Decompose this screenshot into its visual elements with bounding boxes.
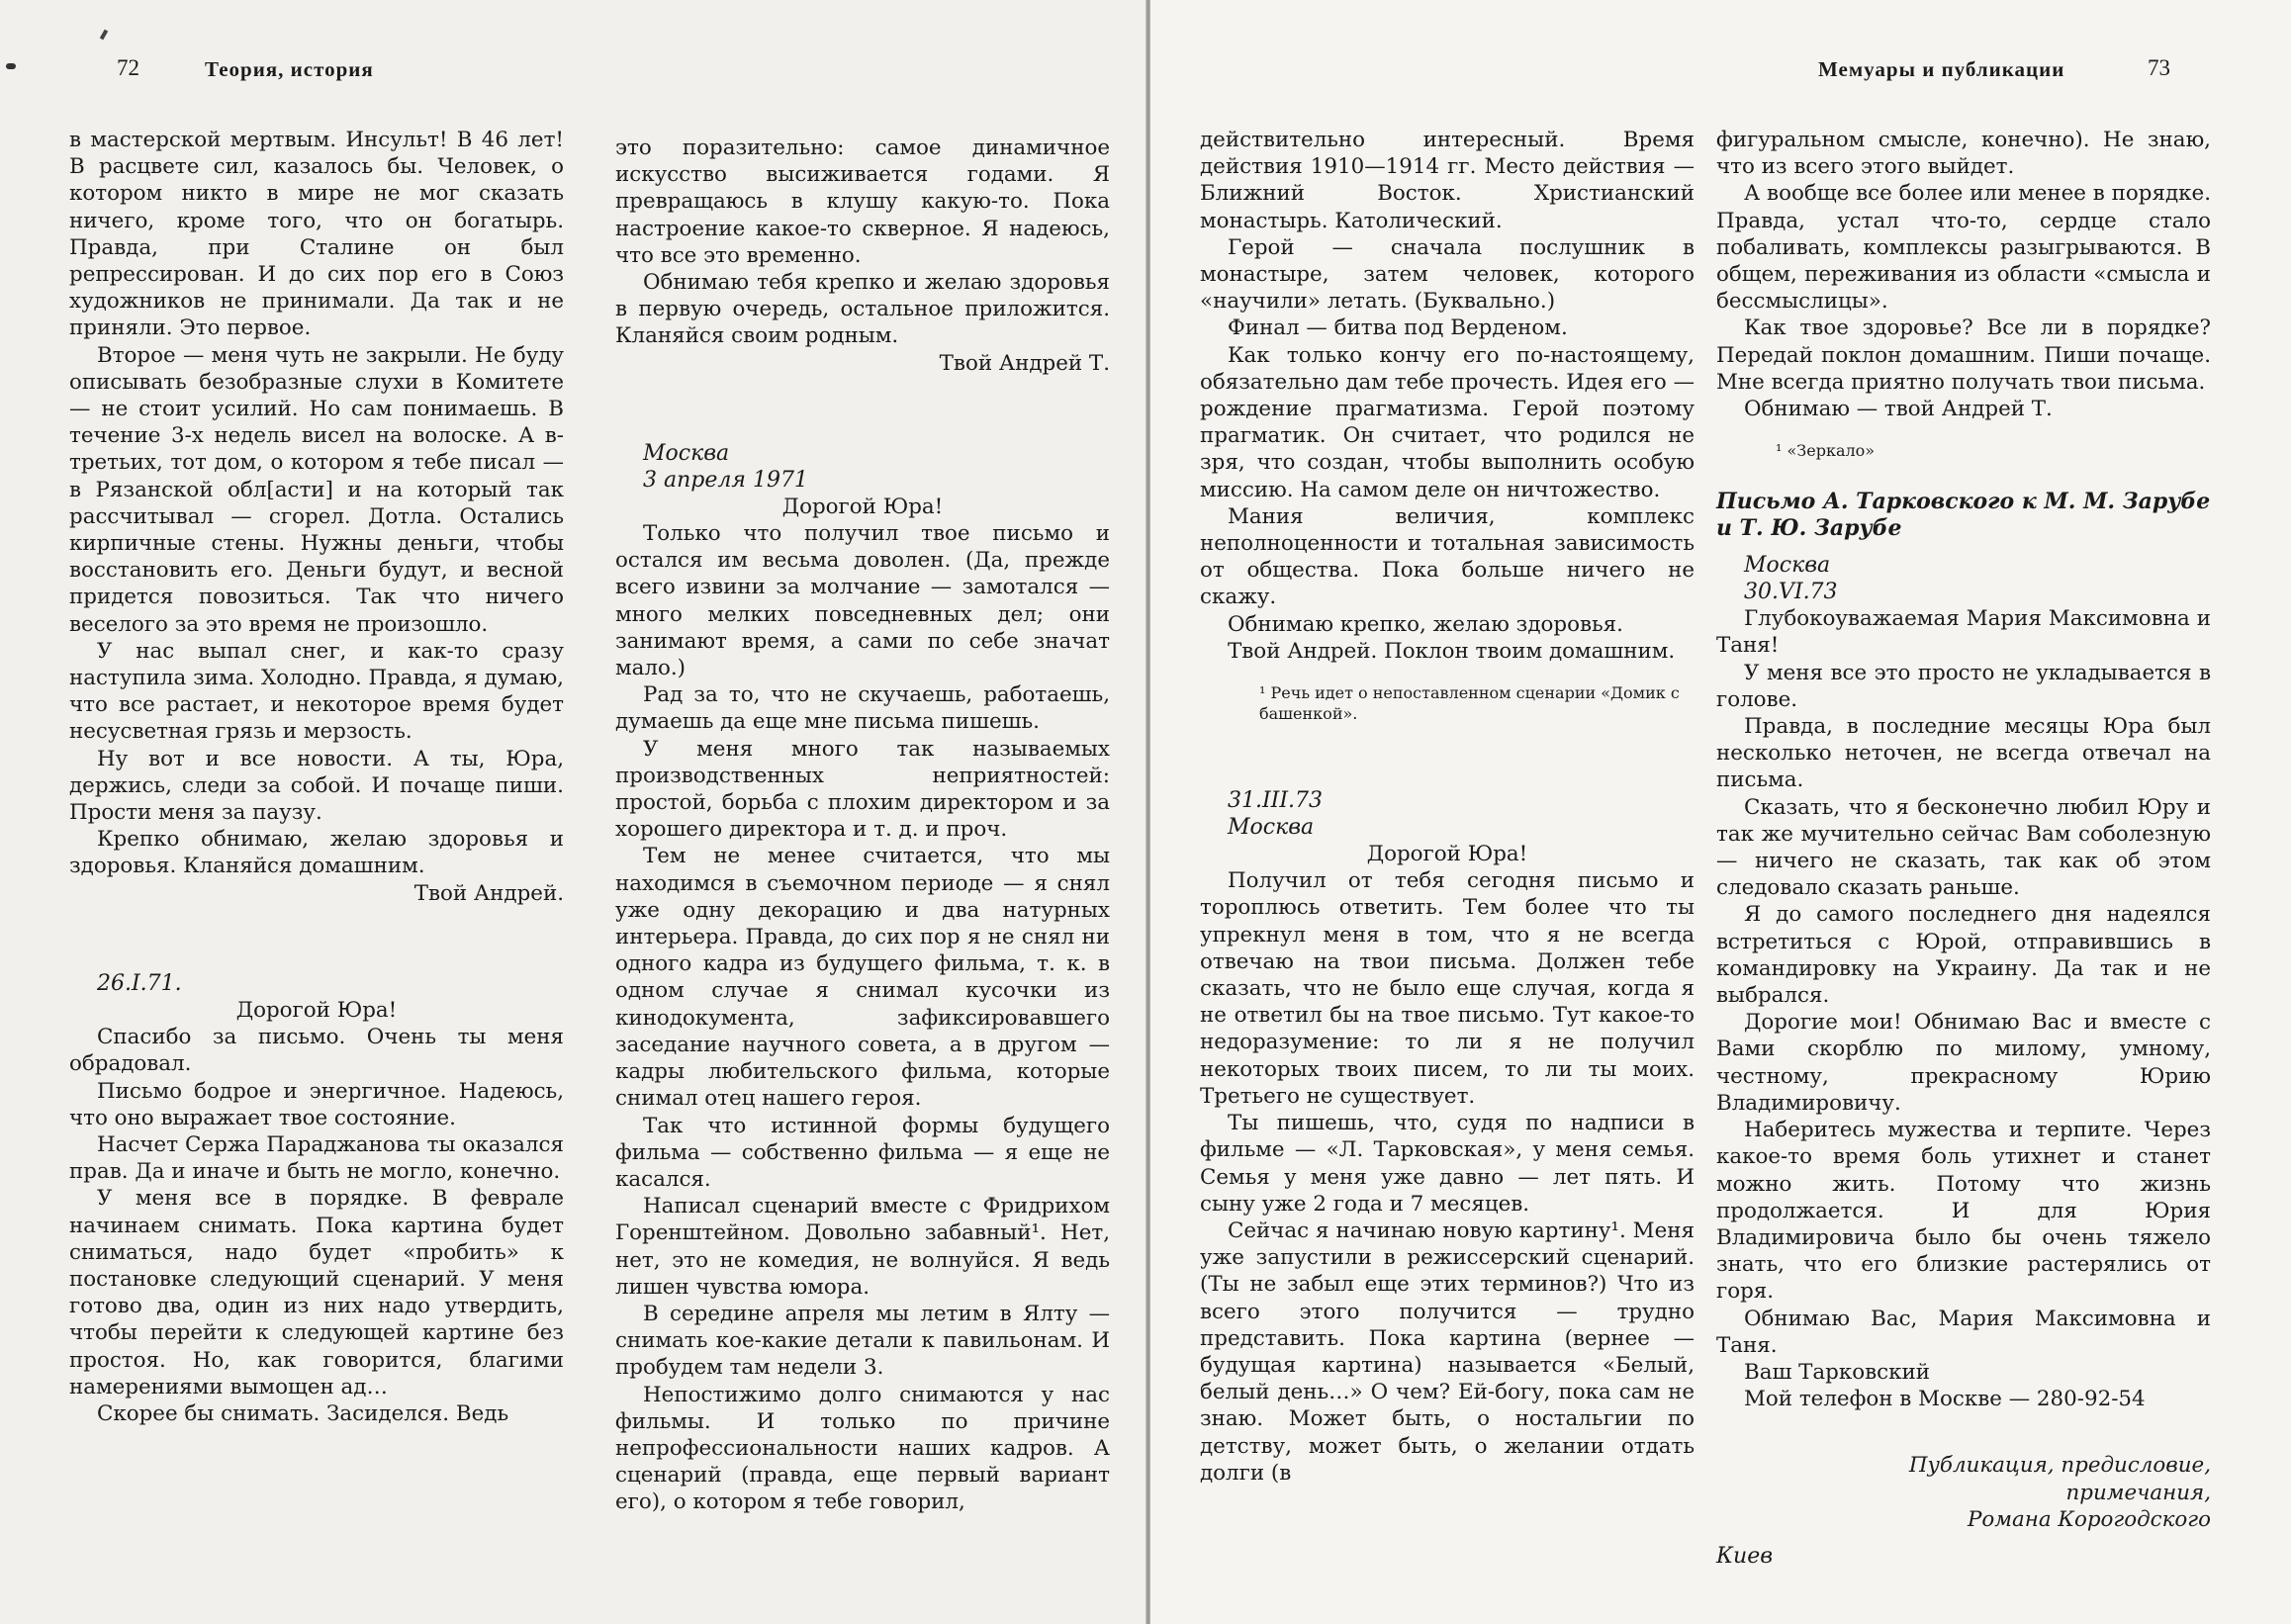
paragraph: Рад за то, что не скучаешь, работаешь, думаешь да еще мне письма пишешь. xyxy=(615,682,1110,735)
scan-mark xyxy=(6,63,16,69)
paragraph: Герой — сначала послушник в монастыре, затем человек, которого «научили» летать. (Буквально.) xyxy=(1200,234,1695,315)
paragraph: Сейчас я начинаю новую картину¹. Меня уже запустили в режиссерский сценарий. (Ты не забыл еще этих терминов?) Что из всего этого получится — трудно представить. Пока картина (вернее — будущая картина) называется «Белый, белый день…» О чем? Ей-богу, пока сам не знаю. Может быть, о ностальгии по детству, может быть, о желании отдать долги (в xyxy=(1200,1218,1695,1486)
paragraph: У нас выпал снег, и как-то сразу наступила зима. Холодно. Правда, я думаю, что все растает, и некоторое время будет несусветная грязь и мерзость. xyxy=(69,638,564,745)
paragraph: Только что получил твое письмо и остался им весьма доволен. (Да, прежде всего извини за молчание — замотался — много мелких повседневных дел; они занимают время, а сами по себе значат мало.) xyxy=(615,521,1110,681)
paragraph: Финал — битва под Верденом. xyxy=(1228,316,1568,341)
paragraph: У меня все в порядке. В феврале начинаем снимать. Пока картина будет сниматься, надо будет «пробить» к постановке следующий сценарий. У меня готово два, один из них надо утвердить, чтобы перейти к следующей картине без простоя. Но, как говорится, благими намерениями вымощен ад… xyxy=(69,1186,564,1399)
letter-city: Москва xyxy=(1228,815,1315,841)
paragraph: У меня все это просто не укладывается в голове. xyxy=(1716,660,2211,712)
footnote: ¹ «Зеркало» xyxy=(1776,441,1876,461)
paragraph: Ты пишешь, что, судя по надписи в фильме — «Л. Тарковская», у меня семья. Семья у меня уже давно — лет пять. И сыну уже 2 года и 7 месяцев. xyxy=(1200,1111,1695,1217)
page-number: 73 xyxy=(2148,55,2170,80)
paragraph: Как твое здоровье? Все ли в порядке? Передай поклон домашним. Пиши почаще. Мне всегда приятно получать твои письма. xyxy=(1716,316,2211,395)
paragraph: Второе — меня чуть не закрыли. Не буду описывать безобразные слухи в Комитете — не стоит усилий. Но сам понимаешь. В течение 3-х недель висел на волоске. А в-третьих, тот дом, о котором я тебе писал — в Рязанской обл[асти] и на который так рассчитывал — сгорел. Дотла. Остались кирпичные стены. Нужны деньги, чтобы восстановить его. Деньги будут, и весной придется повозиться. Так что ничего веселого за это время не произошло. xyxy=(69,342,564,637)
text-column-1 xyxy=(69,127,564,1427)
paragraph: действительно интересный. Время действия 1910—1914 гг. Место действия — Ближний Восток. Христианский монастырь. Католический. xyxy=(1200,128,1695,233)
footnote: ¹ Речь идет о непоставленном сценарии «Домик с башенкой». xyxy=(1259,683,1680,724)
paragraph: в мастерской мертвым. Инсульт! В 46 лет! В расцвете сил, казалось бы. Человек, о котором никто в мире не мог сказать ничего, кроме того, что он богатырь. Правда, при Сталине он был репрессирован. И до сих пор его в Союз художников не принимали. Да так и не приняли. Это первое. xyxy=(69,128,564,341)
paragraph: Как только кончу его по-настоящему, обязательно дам тебе прочесть. Идея его — рождение прагматизма. Герой поэтому прагматик. Он считает, что родился не зря, что создан, чтобы выполнить особую миссию. На самом деле он ничтожество. xyxy=(1200,342,1695,502)
paragraph: Твой Андрей. Поклон твоим домашним. xyxy=(1228,638,1676,664)
letter-city: Москва xyxy=(643,440,730,466)
letter-date: 26.I.71. xyxy=(97,970,182,996)
paragraph: Ну вот и все новости. А ты, Юра, держись, следи за собой. И почаще пиши. Прости меня за паузу. xyxy=(69,746,564,826)
paragraph: Письмо бодрое и энергичное. Надеюсь, что оно выражает твое состояние. xyxy=(69,1078,564,1130)
section-heading: Письмо А. Тарковского к М. М. Зарубе и Т. Ю. Зарубе xyxy=(1716,489,2211,542)
paragraph: У меня много так называемых производственных неприятностей: простой, борьба с плохим директором и за хорошего директора и т. д. и проч. xyxy=(615,736,1110,843)
paragraph: Обнимаю — твой Андрей Т. xyxy=(1744,397,2053,422)
publication-city: Киев xyxy=(1716,1543,1774,1569)
paragraph: Дорогие мои! Обнимаю Вас и вместе с Вами скорблю по милому, умному, честному, прекрасному Юрию Владимировичу. xyxy=(1716,1010,2211,1116)
paragraph: Спасибо за письмо. Очень ты меня обрадовал. xyxy=(69,1025,564,1077)
text-column-4 xyxy=(1716,127,2211,1570)
paragraph: это поразительно: самое динамичное искусство высиживается годами. Я превращаюсь в клушу какую-то. Пока настроение какое-то скверное. Я надеюсь, что все это временно. xyxy=(615,135,1110,268)
letter-date: 3 апреля 1971 xyxy=(643,467,808,493)
paragraph: Глубокоуважаемая Мария Максимовна и Таня! xyxy=(1716,606,2211,659)
paragraph: Обнимаю Вас, Мария Максимовна и Таня. xyxy=(1716,1306,2211,1358)
paragraph: Обнимаю крепко, желаю здоровья. xyxy=(1228,611,1623,637)
right-page xyxy=(1150,0,2291,1624)
greeting: Дорогой Юра! xyxy=(781,494,944,519)
greeting: Дорогой Юра! xyxy=(1366,842,1528,867)
signature: Твой Андрей Т. xyxy=(939,350,1110,376)
letter-city: Москва xyxy=(1744,553,1831,579)
scan-mark xyxy=(100,30,108,41)
running-head: Мемуары и публикации xyxy=(1818,57,2065,81)
paragraph: А вообще все более или менее в порядке. Правда, устал что-то, сердце стало побаливать, комплексы разыгрываются. В общем, переживания из области «смысла и бессмыслицы». xyxy=(1716,181,2211,315)
page-number: 72 xyxy=(117,55,139,80)
publication-credit: Публикация, предисловие, xyxy=(1908,1453,2211,1479)
letter-date: 30.VI.73 xyxy=(1744,580,1838,605)
paragraph: фигуральном смысле, конечно). Не знаю, что из всего этого выйдет. xyxy=(1716,128,2211,180)
paragraph: Непостижимо долго снимаются у нас фильмы. И только по причине непрофессиональности наших кадров. А сценарий (правда, еще первый вариант его), о котором я тебе говорил, xyxy=(615,1382,1110,1515)
paragraph: В середине апреля мы летим в Ялту — снимать кое-какие детали к павильонам. И пробудем там недели 3. xyxy=(615,1301,1110,1381)
publication-credit: примечания, xyxy=(2065,1480,2211,1505)
paragraph: Крепко обнимаю, желаю здоровья и здоровья. Кланяйся домашним. xyxy=(69,827,564,879)
greeting: Дорогой Юра! xyxy=(235,997,398,1023)
running-head: Теория, история xyxy=(205,57,374,81)
paragraph: Написал сценарий вместе с Фридрихом Горенштейном. Довольно забавный¹. Нет, нет, это не комедия, не волнуйся. Я ведь лишен чувства юмора. xyxy=(615,1194,1110,1300)
text-column-2 xyxy=(615,135,1110,1516)
paragraph: Я до самого последнего дня надеялся встретиться с Юрой, отправившись в командировку на Украину. Да так и не выбрался. xyxy=(1716,902,2211,1009)
paragraph: Насчет Сержа Параджанова ты оказался прав. Да и иначе и быть не могло, конечно. xyxy=(69,1131,564,1185)
paragraph: Обнимаю тебя крепко и желаю здоровья в первую очередь, остальное приложится. Кланяйся своим родным. xyxy=(615,270,1110,349)
phone-line: Мой телефон в Москве — 280-92-54 xyxy=(1744,1387,2146,1412)
paragraph: Правда, в последние месяцы Юра был несколько неточен, не всегда отвечал на письма. xyxy=(1716,714,2211,793)
paragraph: Наберитесь мужества и терпите. Через какое-то время боль утихнет и станет можно жить. Потому что жизнь продолжается. И для Юрия Владимировича было бы очень тяжело знать, что его близкие растерялись от горя. xyxy=(1716,1118,2211,1305)
letter-date: 31.III.73 xyxy=(1228,788,1324,814)
publication-credit: Романа Корогодского xyxy=(1968,1506,2211,1532)
paragraph: Мания величия, комплекс неполноценности и тотальная зависимость от общества. Пока больше ничего не скажу. xyxy=(1200,503,1695,610)
paragraph: Сказать, что я бесконечно любил Юру и так же мучительно сейчас Вам соболезную — ничего не сказать, так как об этом следовало сказать раньше. xyxy=(1716,794,2211,901)
paragraph: Получил от тебя сегодня письмо и тороплюсь ответить. Тем более что ты упрекнул меня в том, что я не всегда отвечаю на твои письма. Должен тебе сказать, что не было еще случая, когда я не ответил бы на твое письмо. Тут какое-то недоразумение: то ли я не получил некоторых твоих писем, то ли ты моих. Третьего не существует. xyxy=(1200,868,1695,1109)
text-column-3 xyxy=(1200,127,1695,1487)
signature: Твой Андрей. xyxy=(413,880,564,906)
signature: Ваш Тарковский xyxy=(1744,1359,1931,1385)
paragraph: Так что истинной формы будущего фильма — собственно фильма — я еще не касался. xyxy=(615,1113,1110,1192)
paragraph: Тем не менее считается, что мы находимся в съемочном периоде — я снял уже одну декорацию и два натурных интерьера. Правда, до сих пор я не снял ни одного кадра из будущего фильма, т. к. в одном случае я снимал кусочки из кинодокумента, зафиксировавшего заседание научного совета, а в другом — кадры любительского фильма, которые снимал отец нашего героя. xyxy=(615,844,1110,1112)
paragraph: Скорее бы снимать. Засиделся. Ведь xyxy=(97,1400,509,1426)
